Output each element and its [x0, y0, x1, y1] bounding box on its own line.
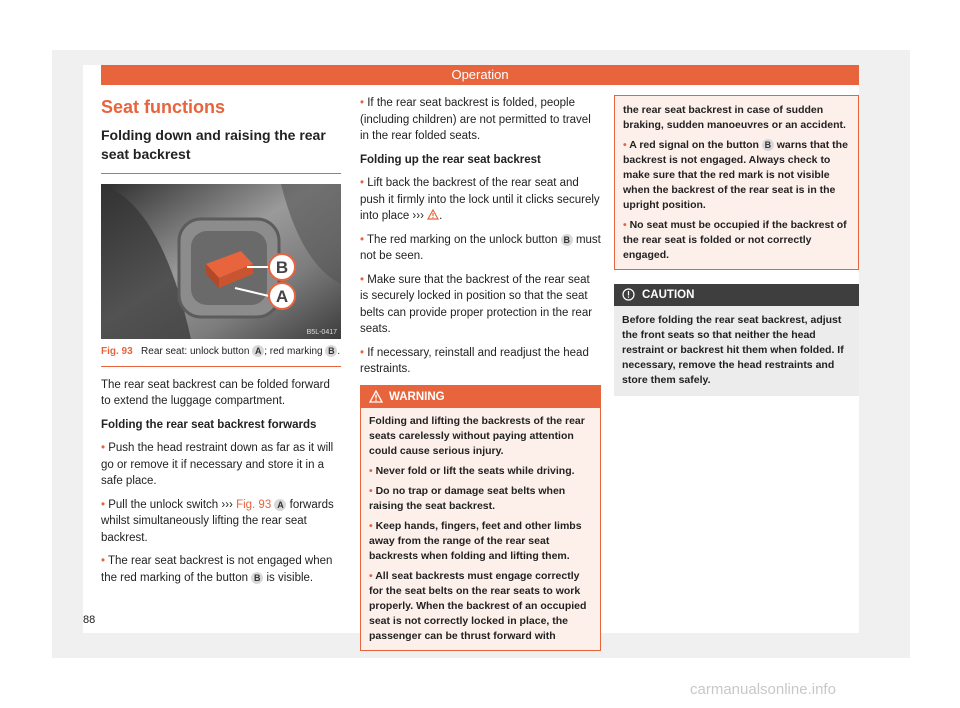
divider — [101, 173, 341, 174]
list-item: • Pull the unlock switch ››› Fig. 93 A forwards whilst simultaneously lifting the rear seat backrest. — [101, 497, 341, 547]
letter-b-badge: B — [325, 345, 337, 357]
figure-code: B5L-0417 — [306, 328, 337, 336]
intro-paragraph: The rear seat backrest can be folded forward to extend the luggage compartment. — [101, 378, 330, 407]
warning-body: Folding and lifting the backrests of the rear seats carelessly without paying attention could cause serious injury. • Never fold or lift the seats while driving. • Do no trap or damage seat belts when raising the seat backrest. • Keep hands, fingers, feet and other limbs away from the range of the rear seat backrests when folding and lifting them. • All seat backrests must engage correctly for the seat belts on the rear seats to work properly. When the backrest of an occupied seat is not correctly locked in place, the passenger can be thrust forward with — [361, 408, 600, 650]
list-item: • The red marking on the unlock button B must not be seen. — [360, 232, 601, 265]
warning-icon — [369, 390, 383, 403]
caption-fig-number: Fig. 93 — [101, 345, 133, 357]
list-item: • A red signal on the button B warns that the backrest is not engaged. Always check to make sure that the red mark is not visible when the backrest of the rear seat is in the upright position. — [623, 138, 850, 213]
warning-triangle-icon[interactable] — [427, 209, 439, 220]
list-item: • The rear seat backrest is not engaged when the red marking of the button B is visible. — [101, 553, 341, 586]
warning-title: WARNING — [389, 390, 445, 403]
caution-title: CAUTION — [642, 289, 695, 301]
letter-b-badge: B — [561, 234, 573, 246]
subsection-title: Folding down and raising the rear seat backrest — [101, 126, 326, 162]
list-item: • Do no trap or damage seat belts when raising the seat backrest. — [369, 484, 592, 514]
list-item: • All seat backrests must engage correctly for the seat belts on the rear seats to work properly. When the backrest of an occupied seat is not correctly locked in place, the passenger can be thrust forward with — [369, 569, 592, 644]
page-number: 88 — [83, 614, 96, 626]
caution-body: Before folding the rear seat backrest, adjust the front seats so that neither the head restraint or backrest hit them when folded. If necessary, remove the head restraints and store them safely. — [614, 306, 859, 396]
section-title: Seat functions — [101, 97, 226, 117]
list-item: • Push the head restraint down as far as it will go or remove it if necessary and store it in a safe place. — [101, 440, 341, 490]
list-item: • Keep hands, fingers, feet and other limbs away from the range of the rear seat backrests when folding and lifting them. — [369, 519, 592, 564]
warning-header — [361, 386, 600, 408]
callout-b-label: B — [275, 257, 289, 277]
column-middle — [360, 95, 601, 651]
warning-continued: the rear seat backrest in case of sudden braking, sudden manoeuvres or an accident. • A red signal on the button B warns that the backrest is not engaged. Always check to make sure that the red mark is not visible when the backrest of the rear seat is in the upright position. • No seat must be occupied if the backrest of the rear seat is folded or not correctly engaged. — [614, 95, 859, 270]
figure-caption: Fig. 93 Rear seat: unlock button A ; red marking B . — [101, 345, 341, 357]
caution-header — [614, 284, 859, 306]
list-item: • If necessary, reinstall and readjust the head restraints. — [360, 345, 601, 378]
watermark: carmanualsonline.info — [690, 681, 836, 698]
letter-b-badge: B — [762, 139, 774, 151]
callout-a-label: A — [275, 286, 289, 306]
list-item: • If the rear seat backrest is folded, people (including children) are not permitted to travel in the rear folded seats. — [360, 95, 601, 145]
info-circle-icon — [622, 288, 635, 301]
warning-box — [360, 385, 601, 651]
list-item: • No seat must be occupied if the backrest of the rear seat is folded or not correctly engaged. — [623, 218, 850, 263]
folding-forward-heading: Folding the rear seat backrest forwards — [101, 418, 317, 431]
caution-box — [614, 284, 859, 396]
letter-a-badge: A — [252, 345, 264, 357]
list-item: • Make sure that the backrest of the rear seat is securely locked in position so that the seat belts can provide proper protection in the rear seats. — [360, 272, 601, 338]
list-item: • Never fold or lift the seats while driving. — [369, 464, 592, 479]
column-right — [614, 95, 859, 396]
seat-unlock-figure — [101, 184, 341, 339]
folding-up-heading: Folding up the rear seat backrest — [360, 153, 541, 166]
caption-divider — [101, 366, 341, 367]
chapter-header: Operation — [101, 65, 859, 85]
figure-reference-link[interactable]: Fig. 93 — [236, 498, 272, 511]
column-left — [101, 95, 341, 593]
letter-a-badge: A — [274, 499, 286, 511]
list-item: • Lift back the backrest of the rear seat and push it firmly into the lock until it clicks securely into place ››› . — [360, 175, 601, 225]
letter-b-badge: B — [251, 572, 263, 584]
